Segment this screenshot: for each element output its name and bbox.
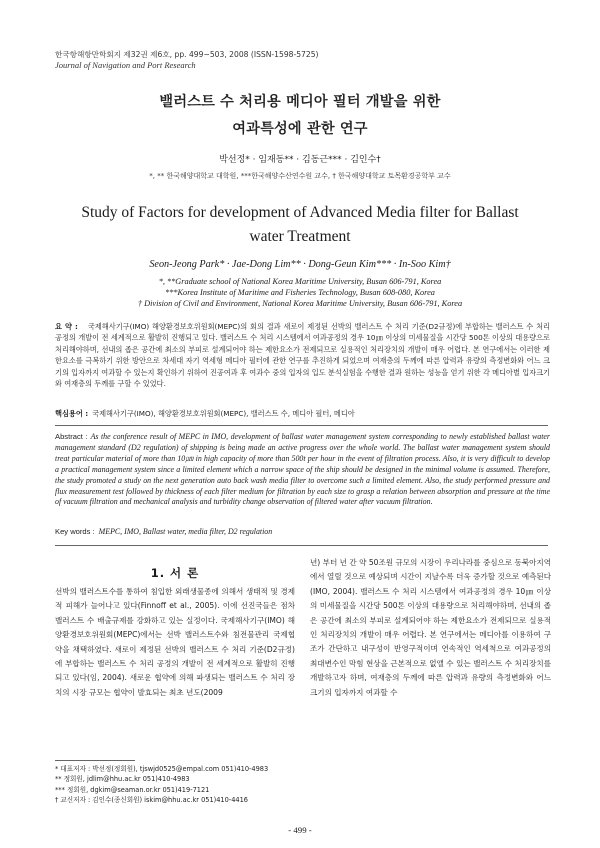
journal-citation: 한국항해항만학회지 제32권 제6호, pp. 499~503, 2008 (ISSN-1598-5725) xyxy=(55,50,319,59)
korean-authors: 박선정* · 임재동** · 김동근*** · 김인수† xyxy=(219,155,381,165)
body-column-left xyxy=(55,585,295,700)
english-title-line1: Study of Factors for development of Advanced Media filter for Ballast xyxy=(81,204,519,221)
korean-keywords-text: 국제해사기구(IMO), 해양환경보호위원회(MEPC), 밸러스트 수, 메디아 필터, 메디아 xyxy=(92,409,355,418)
journal-name: Journal of Navigation and Port Research xyxy=(55,60,196,70)
korean-affiliations: *, ** 한국해양대학교 대학원, ***한국해양수산연수원 교수, † 한국해양대학교 토목환경공학부 교수 xyxy=(149,172,451,180)
body-column-right xyxy=(310,556,551,700)
footnote: * 대표저자 : 박선정(정회원), tjswjd0525@empal.com 051)410-4983 xyxy=(55,765,269,773)
english-title xyxy=(70,201,530,249)
footnote: *** 정회원, dgkim@seaman.or.kr 051)419-7121 xyxy=(55,785,210,794)
korean-abstract xyxy=(55,321,550,389)
footnote-divider xyxy=(55,760,135,761)
korean-keywords xyxy=(55,409,550,419)
affiliation-line: † Division of Civil and Environment, National Korea Maritime University, Busan 606-791, Korea xyxy=(137,299,463,308)
korean-title xyxy=(0,89,600,143)
page-number: - 499 - xyxy=(288,825,312,835)
korean-abstract-text: 국제해사기구(IMO) 해양환경보호위원회(MEPC)의 회의 결과 새로이 제정된 선박의 밸러스트 수 처리 기준(D2규정)에 부합하는 밸러스트 수 처리 공정의 개발이 전 세계적으로 활발히 진행되고 있다. 밸러스트 수 처리 시스템에서 여과공정의 경우 10㎛ 이상의 미세물질을 시간당 500톤 이상의 대용량으로 처리해야하며, 선내의 좁은 공간에 최소의 부피로 설계되어야 하는 제한요소가 전제되므로 실용적인 처리장치의 개발이 매우 어렵다. 본 연구에서는 이러한 제한요소를 극복하기 위한 방안으로 차세대 자기 역세형 메디아 필터에 관한 연구를 추진하게 되었으며 여재층의 두께에 따른 압력과 유량의 측정변화와 어느 크기의 입자까지 여과할 수 있는지 확인하기 위하여 진공여과 후 여과수 중의 입자의 입도 분석실험을 수행한 결과 원하는 성능을 얻기 위한 각 메디아별 입자크기와 여재층의 두께를 구할 수 있었다. xyxy=(55,322,551,389)
divider xyxy=(55,425,548,426)
english-abstract xyxy=(55,432,550,508)
korean-abstract-label: 요 약 : xyxy=(55,322,78,331)
footnote: † 교신저자 : 김인수(종신회원) iskim@hhu.ac.kr 051)410-4416 xyxy=(55,795,248,804)
korean-keywords-label: 핵심용어 : xyxy=(55,409,89,418)
body-text: 선박의 밸러스트수를 통하여 침입한 외래생물종에 의해서 생태적 및 경제적 피해가 늘어나고 있다(Finnoff et al., 2005). 이에 선진국들은 점차 밸러스트 수 배출규제를 강화하고 있는 실정이다. 국제해사기구(IMO) 해양환경보호위원회(MEPC)에서는 선박 밸러스트수와 침전물관리 국제협약을 채택하였다. 새로이 제정된 선박의 밸러스트 수 처리 기준(D2규정)에 부합하는 밸러스트 수 처리 공정의 개발이 전 세계적으로 활발히 진행되고 있다(임, 2004). 새로운 협약에 의해 파생되는 밸러스트 수 처리 장치의 시장 규모는 협약이 발효되는 최초 년도(2009 xyxy=(55,587,295,697)
english-keywords-label: Key words : xyxy=(55,527,95,536)
english-abstract-text: As the conference result of MEPC in IMO, development of ballast water management system corresponding to newly established ballast water management standard (D2 regulation) of shipping is being made an active progress over the whole world. The ballast water management system should treat particular material of more than 10㎛ in high capacity of more than 500t per hour in the event of filtration process. Also, it is very difficult to develop a practical management system since a limited element which a narrow space of the ship should be designed in the minimal volume is assumed. Therefore, the study promoted a study on the next generation auto back wash media filter to overcome such a limited element. Also, the study performed pressure and flux measurement test followed by thickness of each filter medium for filtration by each size to grasp a relation between absorption and pressure at the time of vacuum filtration and mechanical analysis and turbidity change observation of filtered water after vacuum filtration. xyxy=(55,432,550,507)
english-keywords xyxy=(55,527,550,536)
affiliation-line: ***Korea Institute of Maritime and Fisheries Technology, Busan 608-080, Korea xyxy=(165,288,435,297)
english-abstract-label: Abstract : xyxy=(55,432,88,441)
divider xyxy=(55,545,548,546)
english-affiliations xyxy=(0,276,600,309)
body-text: 년) 부터 년 간 약 50조원 규모의 시장이 우리나라를 중심으로 동북아지역에서 열릴 것으로 예상되며 시간이 지날수록 더욱 증가할 것으로 예측된다(IMO, 2004). 밸러스트 수 처리 시스템에서 여과공정의 경우 10㎛ 이상의 미세물질을 시간당 500톤 이상의 대용량으로 처리해야하며, 선내의 좁은 공간에 최소의 부피로 설계되어야 하는 제한요소가 전제되므로 실용적인 처리장치의 개발이 매우 어렵다. 본 연구에서는 메디아를 이용하여 구조가 간단하고 내구성이 반영구적이며 연속적인 역세척으로 여과공정의 최대변수인 막힘 현상을 근본적으로 없앨 수 있는 밸러스트 수 처리장치를 개발하고자 하며, 여재층의 두께에 따른 압력과 유량의 측정변화와 어느 크기의 입자까지 여과할 수 xyxy=(310,558,551,697)
section-heading: 1. 서 론 xyxy=(150,566,200,580)
english-keywords-text: MEPC, IMO, Ballast water, media filter, D2 regulation xyxy=(98,527,273,536)
footnotes xyxy=(55,764,305,805)
english-authors: Seon-Jeong Park* · Jae-Dong Lim** · Dong-Geun Kim*** · In-Soo Kim† xyxy=(149,259,451,270)
footnote: ** 정회원, jdlim@hhu.ac.kr 051)410-4983 xyxy=(55,775,190,784)
journal-header xyxy=(55,50,319,70)
affiliation-line: *, **Graduate school of National Korea Maritime University, Busan 606-791, Korea xyxy=(158,277,442,286)
korean-title-line2: 여과특성에 관한 연구 xyxy=(232,121,368,137)
korean-title-line1: 밸러스트 수 처리용 메디아 필터 개발을 위한 xyxy=(159,94,441,110)
english-title-line2: water Treatment xyxy=(249,228,351,245)
